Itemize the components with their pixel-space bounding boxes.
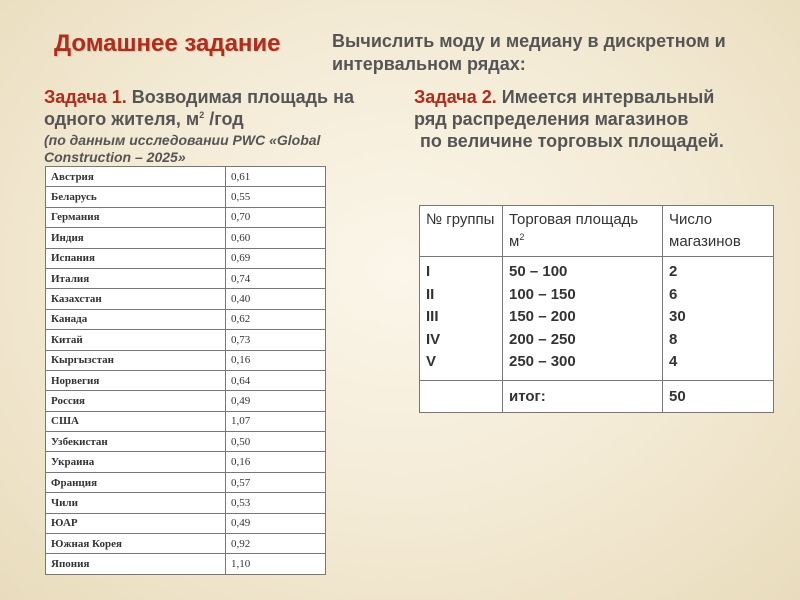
country-name: Франция xyxy=(46,472,226,492)
task1-source-note: (по данным исследовании PWC «Global Construction – 2025» xyxy=(44,132,321,165)
table-row xyxy=(46,534,326,554)
table-row xyxy=(46,513,326,533)
task1-heading xyxy=(44,86,404,130)
country-value: 0,49 xyxy=(226,513,326,533)
country-value: 0,62 xyxy=(226,309,326,329)
page-subtitle: Вычислить моду и медиану в дискретном и интервальном рядах: xyxy=(332,31,726,74)
shops-total-row xyxy=(420,380,774,412)
shop-count: 4 xyxy=(669,353,678,370)
area-interval: 250 – 300 xyxy=(509,353,576,370)
country-name: Германия xyxy=(46,207,226,227)
table-row xyxy=(46,228,326,248)
country-name: Южная Корея xyxy=(46,534,226,554)
table-row xyxy=(46,432,326,452)
shops-header-row xyxy=(420,206,774,257)
task2-text-line1: Имеется интервальный xyxy=(496,87,715,107)
shop-count: 8 xyxy=(669,330,678,348)
area-interval: 50 – 100 xyxy=(509,263,568,280)
shops-data-row xyxy=(420,257,774,381)
country-name: Беларусь xyxy=(46,187,226,207)
country-value: 0,16 xyxy=(226,350,326,370)
table-row xyxy=(46,167,326,187)
country-value: 0,61 xyxy=(226,167,326,187)
country-value: 1,10 xyxy=(226,554,326,574)
country-value: 1,07 xyxy=(226,411,326,431)
country-name: Узбекистан xyxy=(46,432,226,452)
country-name: Украина xyxy=(46,452,226,472)
table-row xyxy=(46,493,326,513)
group-number: III xyxy=(426,308,439,325)
country-name: Индия xyxy=(46,228,226,248)
country-value: 0,92 xyxy=(226,534,326,554)
task2-text-line3: по величине торговых площадей. xyxy=(420,131,724,151)
country-value: 0,53 xyxy=(226,493,326,513)
countries-table-body xyxy=(46,167,326,575)
country-value: 0,64 xyxy=(226,370,326,390)
table-row xyxy=(46,309,326,329)
table-row xyxy=(46,248,326,268)
total-empty-cell xyxy=(420,380,503,412)
country-name: Канада xyxy=(46,309,226,329)
task1-sup: 2 xyxy=(199,110,205,120)
task1-text-end: /год xyxy=(204,109,244,129)
table-row xyxy=(46,554,326,574)
country-name: Казахстан xyxy=(46,289,226,309)
groups-cell xyxy=(420,257,503,381)
country-name: ЮАР xyxy=(46,513,226,533)
task2-label: Задача 2. xyxy=(414,87,497,107)
country-name: Австрия xyxy=(46,167,226,187)
group-number: IV xyxy=(426,330,441,348)
country-name: Норвегия xyxy=(46,370,226,390)
group-number: II xyxy=(426,285,435,303)
task2-text-line2: ряд распределения магазинов xyxy=(414,109,689,129)
country-name: США xyxy=(46,411,226,431)
country-name: Испания xyxy=(46,248,226,268)
table-row xyxy=(46,391,326,411)
country-name: Япония xyxy=(46,554,226,574)
table-row xyxy=(46,472,326,492)
group-number: I xyxy=(426,263,431,280)
page-title: Домашнее задание xyxy=(54,30,281,57)
country-value: 0,57 xyxy=(226,472,326,492)
table-row xyxy=(46,350,326,370)
country-value: 0,69 xyxy=(226,248,326,268)
table-row xyxy=(46,268,326,288)
countries-table xyxy=(45,166,326,575)
total-value: 50 xyxy=(663,380,774,412)
group-number: V xyxy=(426,353,437,370)
country-name: Кыргызстан xyxy=(46,350,226,370)
country-value: 0,70 xyxy=(226,207,326,227)
col-header-count: Число магазинов xyxy=(663,206,774,257)
shop-count: 30 xyxy=(669,308,686,325)
country-value: 0,50 xyxy=(226,432,326,452)
col-header-area-text: Торговая площадь м xyxy=(509,211,639,250)
shop-count: 2 xyxy=(669,263,678,280)
shops-table xyxy=(419,205,774,413)
country-value: 0,16 xyxy=(226,452,326,472)
task1-label: Задача 1. xyxy=(44,87,127,107)
country-name: Россия xyxy=(46,391,226,411)
col-header-area-sup: 2 xyxy=(519,232,525,242)
intervals-cell xyxy=(503,257,663,381)
table-row xyxy=(46,411,326,431)
area-interval: 100 – 150 xyxy=(509,285,576,303)
col-header-area xyxy=(503,206,663,257)
table-row xyxy=(46,330,326,350)
country-value: 0,49 xyxy=(226,391,326,411)
task1-text: Возводимая площадь на одного жителя, м xyxy=(44,87,354,129)
country-value: 0,40 xyxy=(226,289,326,309)
country-value: 0,73 xyxy=(226,330,326,350)
table-row xyxy=(46,207,326,227)
shop-count: 6 xyxy=(669,285,678,303)
country-name: Чили xyxy=(46,493,226,513)
country-value: 0,74 xyxy=(226,268,326,288)
table-row xyxy=(46,370,326,390)
task2-heading xyxy=(414,86,784,152)
table-row xyxy=(46,452,326,472)
country-name: Китай xyxy=(46,330,226,350)
country-name: Италия xyxy=(46,268,226,288)
col-header-group: № группы xyxy=(420,206,503,257)
area-interval: 200 – 250 xyxy=(509,330,576,348)
area-interval: 150 – 200 xyxy=(509,308,576,325)
table-row xyxy=(46,187,326,207)
total-label: итог: xyxy=(503,380,663,412)
counts-cell xyxy=(663,257,774,381)
country-value: 0,55 xyxy=(226,187,326,207)
table-row xyxy=(46,289,326,309)
country-value: 0,60 xyxy=(226,228,326,248)
